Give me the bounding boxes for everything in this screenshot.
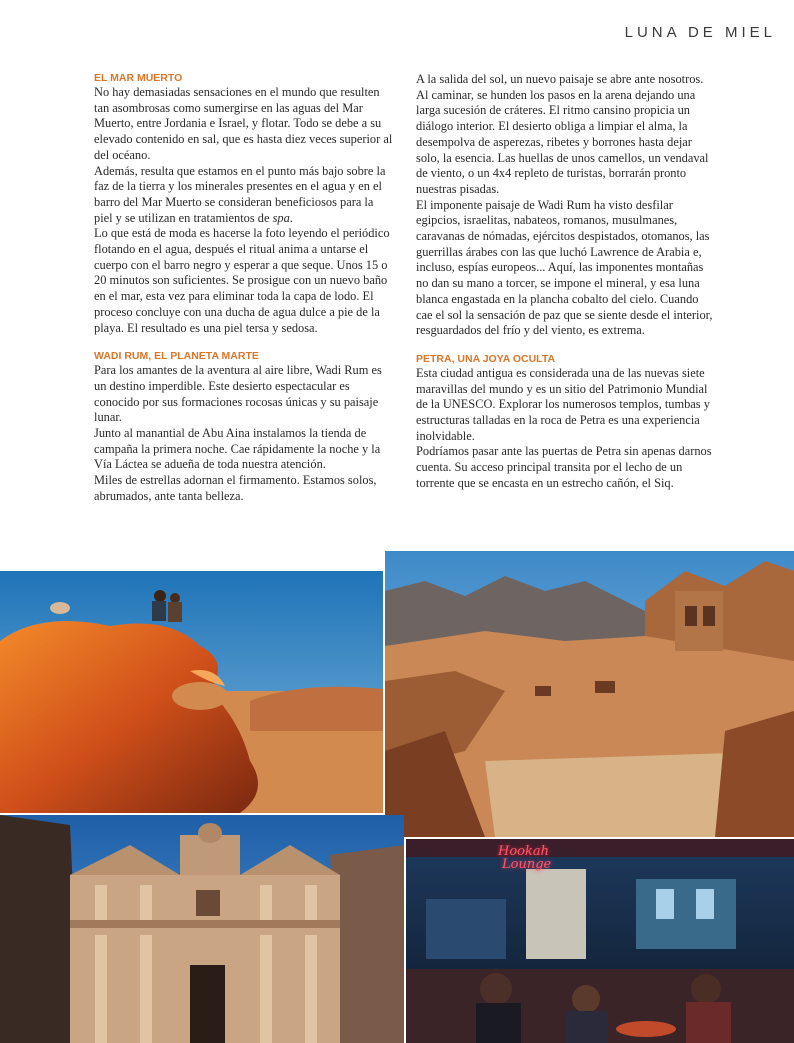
- paragraph: Para los amantes de la aventura al aire libre, Wadi Rum es un destino imperdible. Este desierto espectacular es conocido por sus formaciones rocosas únicas y su paisaje lunar.: [94, 363, 382, 425]
- heading-petra: PETRA, UNA JOYA OCULTA: [416, 352, 556, 365]
- running-header: LUNA DE MIEL: [624, 24, 776, 41]
- paragraph: Miles de estrellas adornan el firmamento. Estamos solos, abrumados, ante tanta belleza.: [94, 473, 377, 503]
- right-column: [416, 72, 716, 492]
- hookah-sign: Hookah Lounge: [498, 844, 552, 872]
- paragraph: Lo que está de moda es hacerse la foto leyendo el periódico flotando en el agua, después el ritual anima a untarse el cuerpo con el barro negro y esperar a que seque. Unos 15 o 20 minutos son suficientes. Se prosigue con un nuevo baño en el mar, esta vez para eliminar toda la capa de lodo. El proceso concluye con una ducha de agua dulce a pie de la playa. El resultado es una piel tersa y sedosa.: [94, 226, 390, 335]
- photo-wadi-rum-arch: [0, 571, 383, 813]
- paragraph: Junto al manantial de Abu Aina instalamos la tienda de campaña la primera noche. Cae rápidamente la noche y la Vía Láctea se adueña de toda nuestra atención.: [94, 426, 381, 472]
- paragraph: El imponente paisaje de Wadi Rum ha visto desfilar egipcios, israelitas, nabateos, romanos, musulmanes, caravanas de nómadas, ejércitos despistados, otomanos, las guerrillas árabes con las que luchó Lawrence de Arabia e, incluso, espías europeos... Aquí, las imponentes montañas no dan su mano a torcer, se impone el mineral, y esa luna blanca engastada en la plancha cobalto del cielo. Cuando cae el sol la sensación de paz que se siente desde el interior, resguardados del frío y del viento, es extrema.: [416, 197, 713, 338]
- heading-wadi-rum: WADI RUM, EL PLANETA MARTE: [94, 350, 259, 363]
- paragraph: Además, resulta que estamos en el punto más bajo sobre la faz de la tierra y los minerales presentes en el agua y en el barro del Mar Muerto se consideran beneficiosos para la piel y se utilizan en tratamientos de spa.: [94, 163, 386, 225]
- photo-hookah-lounge: [406, 839, 794, 1043]
- paragraph: No hay demasiadas sensaciones en el mundo que resulten tan asombrosas como sumergirse en las aguas del Mar Muerto, entre Jordania e Israel, y flotar. Todo se debe a su elevado contenido en sal, que es hasta diez veces superior al del océano.: [94, 85, 393, 162]
- paragraph: A la salida del sol, un nuevo paisaje se abre ante nosotros. Al caminar, se hunden los pasos en la arena dejando una larga sucesión de cráteres. El ritmo cansino propicia un diálogo interior. El desierto obliga a limpiar el alma, la desempolva de asperezas, ribetes y borrones hasta dejar solo, la esencia. Las huellas de unos camellos, un vendaval de viento, o un 4x4 repleto de turistas, borrarán pronto nuestras pisadas.: [416, 72, 709, 196]
- paragraph: Esta ciudad antigua es considerada una de las nuevas siete maravillas del mundo y es un sitio del Patrimonio Mundial de la UNESCO. Explorar los numerosos templos, tumbas y estructuras talladas en la roca de Petra es una experiencia inolvidable.: [416, 365, 710, 443]
- heading-mar-muerto: EL MAR MUERTO: [94, 72, 183, 84]
- left-column: [94, 72, 394, 505]
- photo-petra-valley: [385, 551, 794, 837]
- photo-petra-monastery: [0, 815, 404, 1043]
- paragraph: Podríamos pasar ante las puertas de Petra sin apenas darnos cuenta. Su acceso principal transita por el lecho de un torrente que se encasta en un estrecho cañón, el Siq.: [416, 444, 712, 490]
